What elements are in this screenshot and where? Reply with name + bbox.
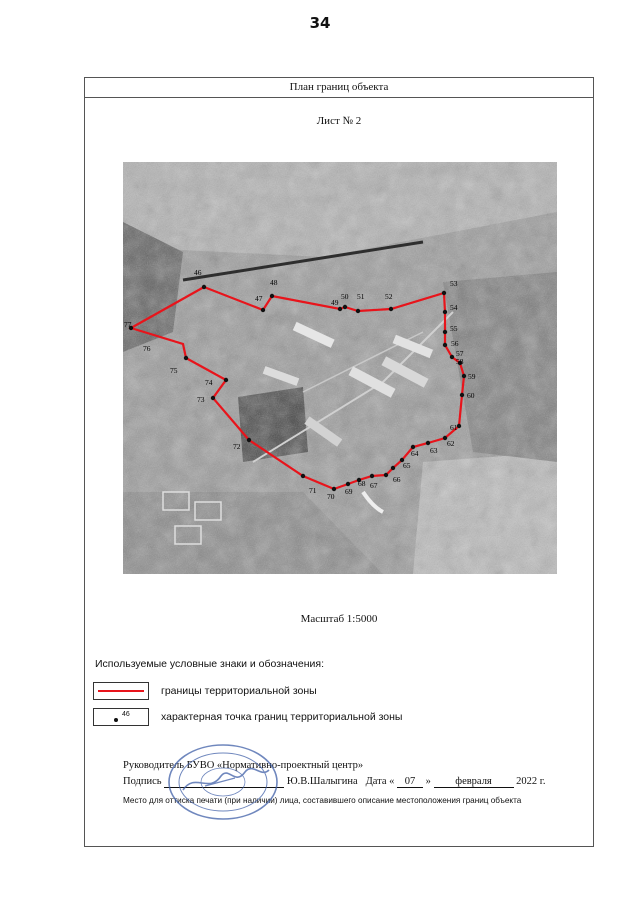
point-label: 62 bbox=[447, 439, 455, 448]
date-month: февраля bbox=[434, 776, 514, 788]
point-label: 52 bbox=[385, 292, 393, 301]
point-label: 70 bbox=[327, 492, 335, 501]
point-label: 63 bbox=[430, 446, 438, 455]
legend-symbol-boundary bbox=[93, 682, 149, 700]
sign-label: Подпись bbox=[123, 776, 162, 787]
page-title: План границ объекта bbox=[85, 78, 593, 98]
point-label: 53 bbox=[450, 279, 458, 288]
point-label: 73 bbox=[197, 395, 205, 404]
map-scale: Масштаб 1:5000 bbox=[300, 613, 378, 625]
boundary-point bbox=[184, 356, 188, 360]
boundary-point bbox=[389, 307, 393, 311]
point-symbol-icon bbox=[114, 718, 118, 722]
point-label: 71 bbox=[309, 486, 317, 495]
point-label: 61 bbox=[450, 423, 458, 432]
point-label: 56 bbox=[451, 339, 459, 348]
point-label: 48 bbox=[270, 278, 278, 287]
point-label: 74 bbox=[205, 378, 213, 387]
date-year: 2022 г. bbox=[516, 776, 546, 787]
point-label: 57 bbox=[456, 349, 464, 358]
boundary-point bbox=[301, 474, 305, 478]
sheet-label: Лист № 2 bbox=[316, 115, 362, 127]
boundary-point bbox=[338, 307, 342, 311]
boundary-point bbox=[247, 438, 251, 442]
point-label: 68 bbox=[358, 479, 366, 488]
boundary-point bbox=[450, 355, 454, 359]
point-label: 65 bbox=[403, 461, 411, 470]
boundary-point bbox=[391, 466, 395, 470]
signer-name: Ю.В.Шалыгина bbox=[286, 776, 358, 787]
stamp-note: Место для оттиска печати (при наличии) лица, составившего описание местоположения границ объекта bbox=[123, 796, 522, 805]
point-label: 50 bbox=[341, 292, 349, 301]
point-label: 49 bbox=[331, 298, 339, 307]
point-label: 72 bbox=[233, 442, 241, 451]
legend-text-boundary: границы территориальной зоны bbox=[161, 685, 317, 697]
boundary-point bbox=[460, 393, 464, 397]
date-day: 07 bbox=[397, 776, 423, 788]
seal-stamp bbox=[165, 742, 281, 822]
point-label: 77 bbox=[124, 320, 132, 329]
point-label: 60 bbox=[467, 391, 475, 400]
legend-text-point: характерная точка границ территориальной зоны bbox=[161, 711, 403, 723]
boundary-point bbox=[384, 473, 388, 477]
point-label: 75 bbox=[170, 366, 178, 375]
page-number: 34 bbox=[309, 14, 331, 32]
map-grain bbox=[123, 162, 557, 574]
point-label: 47 bbox=[255, 294, 263, 303]
boundary-point bbox=[443, 343, 447, 347]
boundary-point bbox=[426, 441, 430, 445]
point-label: 51 bbox=[357, 292, 365, 301]
boundary-point bbox=[224, 378, 228, 382]
boundary-point bbox=[442, 291, 446, 295]
point-label: 46 bbox=[194, 268, 202, 277]
point-label: 55 bbox=[450, 324, 458, 333]
point-label: 64 bbox=[411, 449, 419, 458]
point-label: 67 bbox=[370, 481, 378, 490]
boundary-point bbox=[356, 309, 360, 313]
point-label: 54 bbox=[450, 303, 458, 312]
boundary-point bbox=[261, 308, 265, 312]
point-label: 58 bbox=[456, 357, 464, 366]
point-label: 59 bbox=[468, 372, 476, 381]
point-label: 69 bbox=[345, 487, 353, 496]
point-label: 76 bbox=[143, 344, 151, 353]
signer-position: Руководитель БУВО «Нормативно-проектный центр» bbox=[123, 760, 364, 771]
boundary-point bbox=[462, 374, 466, 378]
legend-point-number: 46 bbox=[122, 711, 130, 718]
boundary-point bbox=[332, 487, 336, 491]
boundary-point bbox=[270, 294, 274, 298]
date-mid: » bbox=[425, 776, 431, 787]
boundary-point bbox=[211, 396, 215, 400]
boundary-point bbox=[346, 482, 350, 486]
legend-title: Используемые условные знаки и обозначения: bbox=[95, 658, 325, 670]
legend-symbol-point bbox=[93, 708, 149, 726]
boundary-point bbox=[370, 474, 374, 478]
boundary-point bbox=[202, 285, 206, 289]
aerial-map bbox=[123, 162, 557, 574]
date-label: Дата « bbox=[365, 776, 395, 787]
boundary-point bbox=[343, 305, 347, 309]
boundary-point bbox=[443, 330, 447, 334]
boundary-point bbox=[443, 310, 447, 314]
point-label: 66 bbox=[393, 475, 401, 484]
document-frame bbox=[84, 77, 594, 847]
red-line-symbol bbox=[98, 690, 144, 692]
